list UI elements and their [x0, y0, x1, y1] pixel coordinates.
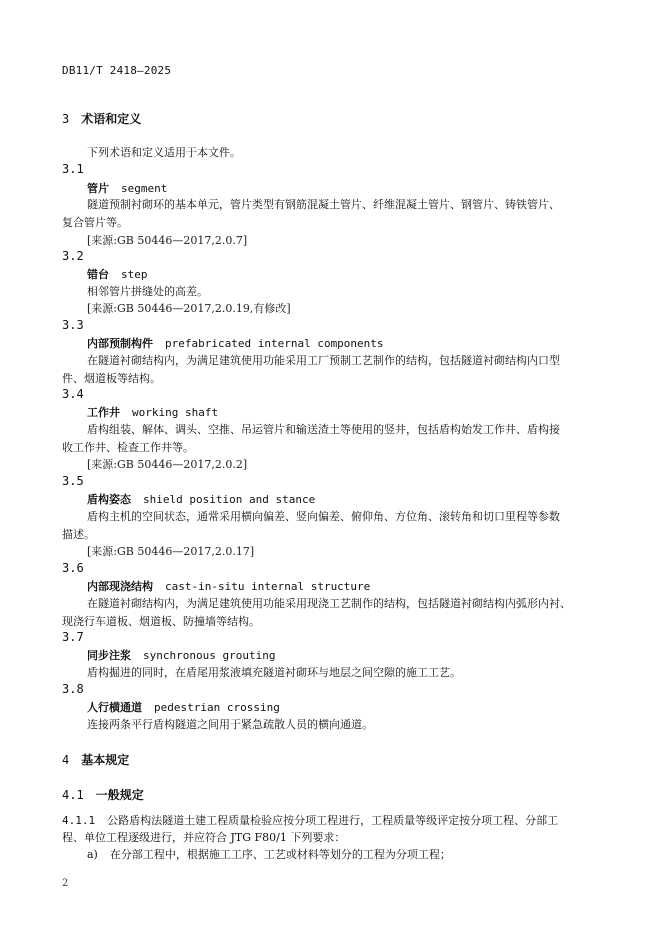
list-item	[87, 846, 451, 862]
clause-text: 公路盾构法隧道土建工程质量检验应按分项工程进行，工程质量等级评定按分项工程、分部工	[107, 814, 559, 827]
section-heading	[62, 751, 129, 768]
term-en: shield position and stance	[143, 493, 316, 506]
term-title	[87, 404, 218, 420]
term-en: prefabricated internal components	[165, 337, 384, 350]
section-title: 术语和定义	[81, 112, 142, 126]
term-zh: 内部预制构件	[87, 337, 153, 350]
term-title	[87, 699, 280, 715]
list-item-text: 在分部工程中，根据施工工序、工艺或材料等划分的工程为分项工程；	[109, 848, 451, 861]
term-en: cast-in-situ internal structure	[165, 580, 371, 593]
term-number: 3.8	[62, 682, 84, 696]
term-en: working shaft	[132, 406, 219, 419]
intro-paragraph: 下列术语和定义适用于本文件。	[87, 146, 241, 159]
document-id-header: DB11/T 2418—2025	[62, 64, 172, 77]
clause-text-cont: 程、单位工程逐级进行，并应符合 JTG F80/1 下列要求：	[62, 831, 346, 844]
term-definition: 隧道预制衬砌环的基本单元，管片类型有钢筋混凝土管片、纤维混凝土管片、钢管片、铸铁管片、	[87, 198, 560, 211]
term-en: step	[121, 268, 148, 281]
term-title	[87, 578, 370, 594]
term-source: [来源:GB 50446—2017,2.0.7]	[87, 234, 248, 247]
clause-number: 4.1.1	[62, 814, 96, 827]
term-en: segment	[121, 182, 168, 195]
subsection-title: 一般规定	[95, 788, 144, 802]
term-source: [来源:GB 50446—2017,2.0.19,有修改]	[87, 302, 291, 315]
term-en: synchronous grouting	[143, 649, 276, 662]
term-definition: 盾构掘进的同时，在盾尾用浆液填充隧道衬砌环与地层之间空隙的施工工艺。	[87, 666, 461, 679]
term-title	[87, 266, 148, 282]
term-number: 3.7	[62, 630, 84, 644]
term-definition-cont: 件、烟道板等结构。	[62, 372, 161, 385]
list-item-label: a)	[87, 848, 98, 861]
term-zh: 内部现浇结构	[87, 580, 153, 593]
term-definition-cont: 现浇行车道板、烟道板、防撞墙等结构。	[62, 615, 260, 628]
term-definition: 在隧道衬砌结构内，为满足建筑使用功能采用工厂预制工艺制作的结构，包括隧道衬砌结构内口型	[87, 354, 560, 367]
term-zh: 盾构姿态	[87, 493, 131, 506]
term-definition-cont: 复合管片等。	[62, 216, 128, 229]
subsection-heading	[62, 786, 144, 803]
term-zh: 错台	[87, 268, 109, 281]
page-number: 2	[62, 878, 69, 889]
term-number: 3.1	[62, 162, 84, 176]
term-zh: 人行横通道	[87, 701, 142, 714]
section-heading	[62, 110, 141, 127]
term-zh: 工作井	[87, 406, 120, 419]
term-definition: 连接两条平行盾构隧道之间用于紧急疏散人员的横向通道。	[87, 718, 373, 731]
term-number: 3.4	[62, 387, 84, 401]
term-definition: 盾构主机的空间状态，通常采用横向偏差、竖向偏差、俯仰角、方位角、滚转角和切口里程等参数	[87, 510, 560, 523]
term-number: 3.5	[62, 474, 84, 488]
term-number: 3.6	[62, 561, 84, 575]
term-definition: 相邻管片拼缝处的高差。	[87, 285, 208, 298]
term-en: pedestrian crossing	[154, 701, 280, 714]
term-number: 3.2	[62, 249, 84, 263]
term-definition: 盾构组装、解体、调头、空推、吊运管片和输送渣土等使用的竖井，包括盾构始发工作井、盾构接	[87, 423, 560, 436]
term-zh: 管片	[87, 182, 109, 195]
subsection-number: 4.1	[62, 788, 84, 802]
term-definition-cont: 描述。	[62, 528, 95, 541]
section-title: 基本规定	[81, 753, 130, 767]
term-number: 3.3	[62, 318, 84, 332]
clause-paragraph	[62, 812, 558, 828]
term-source: [来源:GB 50446—2017,2.0.17]	[87, 545, 255, 558]
term-title	[87, 491, 315, 507]
term-definition: 在隧道衬砌结构内，为满足建筑使用功能采用现浇工艺制作的结构，包括隧道衬砌结构内弧形内衬、	[87, 597, 571, 610]
term-source: [来源:GB 50446—2017,2.0.2]	[87, 458, 248, 471]
section-number: 4	[62, 753, 70, 767]
term-definition-cont: 收工作井、检查工作井等。	[62, 441, 194, 454]
term-title	[87, 335, 384, 351]
section-number: 3	[62, 112, 70, 126]
term-title	[87, 647, 275, 663]
term-title	[87, 180, 167, 196]
term-zh: 同步注浆	[87, 649, 131, 662]
